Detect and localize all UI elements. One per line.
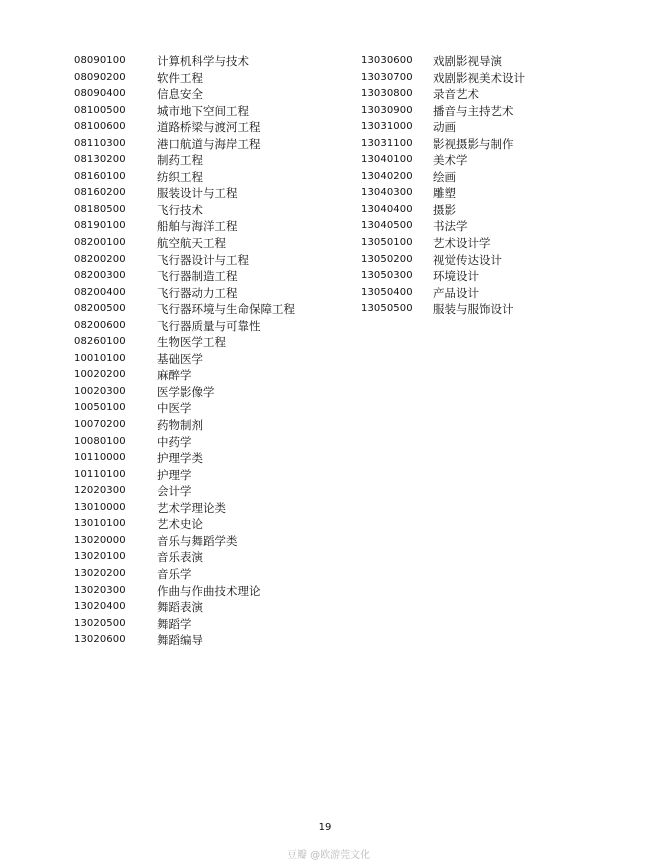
major-name: 戏剧影视导演 [433, 54, 502, 68]
major-row [361, 202, 525, 219]
major-code: 13040500 [361, 220, 413, 232]
major-name: 计算机科学与技术 [157, 54, 249, 68]
major-row [74, 500, 295, 517]
major-name: 飞行器制造工程 [157, 269, 238, 284]
major-name: 飞行技术 [157, 202, 203, 217]
major-name: 雕塑 [433, 186, 456, 201]
major-row [361, 103, 525, 120]
major-code: 10110100 [74, 468, 126, 480]
major-row [74, 318, 295, 335]
major-code: 13030600 [361, 55, 413, 66]
major-name: 动画 [433, 120, 456, 135]
major-row [361, 136, 525, 153]
major-row [361, 285, 525, 302]
major-name: 医学影像学 [157, 384, 215, 399]
major-row [74, 119, 295, 136]
major-row [361, 252, 525, 269]
major-name: 艺术设计学 [433, 236, 491, 251]
major-row [74, 53, 295, 70]
major-row [74, 549, 295, 566]
major-row [74, 400, 295, 417]
major-name: 摄影 [433, 202, 456, 217]
major-name: 基础医学 [157, 351, 203, 366]
major-code: 13040100 [361, 154, 413, 166]
major-row [74, 86, 295, 103]
major-row [361, 86, 525, 103]
major-row [361, 119, 525, 136]
major-code: 13040400 [361, 203, 413, 215]
major-code: 08200400 [74, 286, 126, 298]
major-name: 美术学 [433, 153, 468, 168]
major-row [74, 384, 295, 401]
major-name: 纺织工程 [157, 169, 203, 184]
major-code: 10110000 [74, 452, 126, 464]
major-code: 08200200 [74, 253, 126, 265]
major-row [74, 533, 295, 550]
major-code: 08200300 [74, 270, 126, 282]
major-code: 13030800 [361, 88, 413, 100]
major-row [74, 268, 295, 285]
major-code: 13020200 [74, 567, 126, 579]
major-code: 13050100 [361, 237, 413, 249]
major-name: 绘画 [433, 169, 456, 184]
major-name: 视觉传达设计 [433, 252, 502, 267]
major-name: 影视摄影与制作 [433, 136, 514, 151]
major-row [361, 185, 525, 202]
major-name: 中医学 [157, 401, 192, 416]
major-code: 13030700 [361, 71, 413, 83]
major-row [74, 483, 295, 500]
right-column-list [361, 53, 525, 318]
major-code: 08260100 [74, 336, 126, 348]
major-name: 产品设计 [433, 285, 479, 300]
major-code: 08090100 [74, 55, 126, 66]
major-name: 录音艺术 [433, 87, 479, 102]
major-row [361, 70, 525, 87]
major-code: 13020400 [74, 601, 126, 613]
major-row [74, 417, 295, 434]
major-code: 10050100 [74, 402, 126, 414]
major-name: 信息安全 [157, 87, 203, 102]
major-code: 13010100 [74, 518, 126, 530]
major-name: 音乐表演 [157, 550, 203, 565]
major-name: 环境设计 [433, 269, 479, 284]
major-row [74, 218, 295, 235]
major-row [361, 235, 525, 252]
major-name: 城市地下空间工程 [157, 103, 249, 118]
major-code: 10020300 [74, 385, 126, 397]
major-code: 12020300 [74, 485, 126, 497]
watermark: 豆瓣 @欧游莞文化 [287, 850, 371, 861]
major-name: 护理学类 [157, 451, 203, 466]
major-name: 药物制剂 [157, 418, 203, 433]
major-code: 08100600 [74, 121, 126, 133]
major-row [74, 467, 295, 484]
major-row [74, 301, 295, 318]
major-name: 艺术史论 [157, 517, 203, 532]
major-name: 戏剧影视美术设计 [433, 70, 525, 85]
major-row [74, 252, 295, 269]
major-code: 08200500 [74, 303, 126, 315]
major-code: 10010100 [74, 352, 126, 364]
major-name: 飞行器动力工程 [157, 285, 238, 300]
major-row [361, 169, 525, 186]
major-row [74, 351, 295, 368]
major-code: 08100500 [74, 104, 126, 116]
major-code: 13020500 [74, 617, 126, 629]
major-name: 播音与主持艺术 [433, 103, 514, 118]
major-row [74, 616, 295, 633]
major-row [74, 70, 295, 87]
major-row [74, 632, 295, 649]
major-row [74, 185, 295, 202]
major-code: 13031100 [361, 137, 413, 149]
major-name: 制药工程 [157, 153, 203, 168]
left-column-list [74, 53, 295, 649]
major-code: 13040300 [361, 187, 413, 199]
major-row [74, 599, 295, 616]
major-code: 13050400 [361, 286, 413, 298]
major-name: 音乐学 [157, 566, 192, 581]
major-name: 服装设计与工程 [157, 186, 238, 201]
major-code: 13050500 [361, 303, 413, 315]
major-name: 艺术学理论类 [157, 500, 226, 515]
major-code: 13030900 [361, 104, 413, 116]
major-code: 13050300 [361, 270, 413, 282]
major-code: 08130200 [74, 154, 126, 166]
major-name: 舞蹈表演 [157, 600, 203, 615]
major-code: 13020000 [74, 534, 126, 546]
major-code: 10070200 [74, 419, 126, 431]
major-row [74, 285, 295, 302]
major-code: 08110300 [74, 137, 126, 149]
major-row [361, 218, 525, 235]
major-code: 13040200 [361, 170, 413, 182]
page-number: 19 [318, 822, 332, 833]
major-row [74, 334, 295, 351]
major-name: 会计学 [157, 484, 192, 499]
major-row [74, 367, 295, 384]
major-row [74, 169, 295, 186]
major-code: 13031000 [361, 121, 413, 133]
major-row [361, 301, 525, 318]
major-name: 飞行器环境与生命保障工程 [157, 302, 295, 317]
major-row [74, 103, 295, 120]
major-name: 飞行器质量与可靠性 [157, 318, 261, 333]
major-code: 13020100 [74, 551, 126, 563]
major-row [74, 235, 295, 252]
major-row [74, 152, 295, 169]
major-code: 08090200 [74, 71, 126, 83]
major-row [74, 434, 295, 451]
major-name: 航空航天工程 [157, 236, 226, 251]
major-name: 护理学 [157, 467, 192, 482]
major-name: 作曲与作曲技术理论 [157, 583, 261, 598]
major-name: 船舶与海洋工程 [157, 219, 238, 234]
major-code: 13050200 [361, 253, 413, 265]
major-code: 08200600 [74, 319, 126, 331]
major-name: 书法学 [433, 219, 468, 234]
major-code: 10020200 [74, 369, 126, 381]
major-name: 飞行器设计与工程 [157, 252, 249, 267]
major-code: 13010000 [74, 501, 126, 513]
major-code: 08200100 [74, 237, 126, 249]
major-row [74, 450, 295, 467]
major-name: 服装与服饰设计 [433, 302, 514, 317]
major-code: 08180500 [74, 203, 126, 215]
major-name: 港口航道与海岸工程 [157, 136, 261, 151]
major-name: 麻醉学 [157, 368, 192, 383]
major-row [74, 202, 295, 219]
major-row [74, 566, 295, 583]
major-name: 软件工程 [157, 70, 203, 85]
major-name: 舞蹈编导 [157, 633, 203, 648]
major-name: 生物医学工程 [157, 335, 226, 350]
major-code: 08090400 [74, 88, 126, 100]
major-row [361, 53, 525, 70]
major-code: 08160200 [74, 187, 126, 199]
major-code: 13020300 [74, 584, 126, 596]
major-name: 中药学 [157, 434, 192, 449]
major-name: 音乐与舞蹈学类 [157, 533, 238, 548]
major-code: 08160100 [74, 170, 126, 182]
major-code: 13020600 [74, 634, 126, 646]
major-row [74, 516, 295, 533]
major-row [74, 136, 295, 153]
major-row [361, 152, 525, 169]
major-row [361, 268, 525, 285]
major-code: 10080100 [74, 435, 126, 447]
major-name: 道路桥梁与渡河工程 [157, 120, 261, 135]
major-code: 08190100 [74, 220, 126, 232]
major-name: 舞蹈学 [157, 616, 192, 631]
major-row [74, 583, 295, 600]
